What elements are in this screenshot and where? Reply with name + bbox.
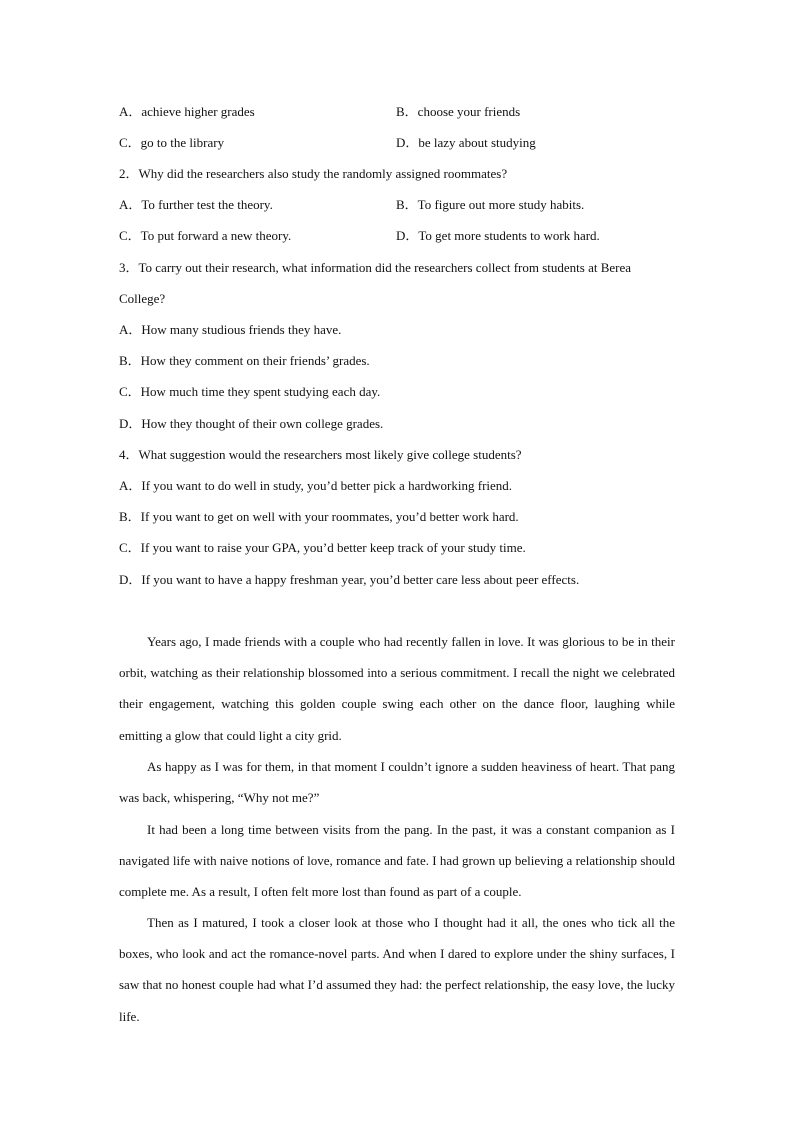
q3-stem-line1: 3．To carry out their research, what information did the researchers collect from students at Berea — [119, 260, 632, 275]
passage-paragraph-1: Years ago, I made friends with a couple who had recently fallen in love. It was glorious to be in their orbit, watching as their relationship blossomed into a serious commitment. I recall the night we celebrated their engagement, watching this golden couple swing each other on the dance floor, laughing while emitting a glow that could light a city grid. — [119, 634, 675, 743]
passage-paragraph-3: It had been a long time between visits from the pang. In the past, it was a constant companion as I navigated life with naive notions of love, romance and fate. I had grown up believing a relationship should complete me. As a result, I often felt more lost than found as part of a couple. — [119, 822, 675, 900]
q1-option-b: B．choose your friends — [396, 104, 521, 119]
q2-option-b: B．To figure out more study habits. — [396, 197, 585, 212]
q2-option-a: A．To further test the theory. — [119, 197, 273, 212]
q4-option-d: D．If you want to have a happy freshman year, you’d better care less about peer effects. — [119, 572, 580, 587]
q4-option-b: B．If you want to get on well with your roommates, you’d better work hard. — [119, 509, 519, 524]
q4-stem: 4．What suggestion would the researchers most likely give college students? — [119, 447, 522, 462]
passage-paragraph-4: Then as I matured, I took a closer look at those who I thought had it all, the ones who tick all the boxes, who look and act the romance-novel parts. And when I dared to explore under the shiny surfaces, I saw that no honest couple had what I’d assumed they had: the perfect relationship, the easy love, the lucky life. — [119, 915, 675, 1024]
q1-option-a: A．achieve higher grades — [119, 104, 255, 119]
q3-option-d: D．How they thought of their own college grades. — [119, 416, 384, 431]
q2-option-d: D．To get more students to work hard. — [396, 228, 600, 243]
q2-option-c: C．To put forward a new theory. — [119, 228, 292, 243]
q3-option-a: A．How many studious friends they have. — [119, 322, 342, 337]
q4-option-c: C．If you want to raise your GPA, you’d better keep track of your study time. — [119, 540, 526, 555]
q3-stem-line2: College? — [119, 291, 166, 306]
q1-option-c: C．go to the library — [119, 135, 225, 150]
q3-option-c: C．How much time they spent studying each day. — [119, 384, 381, 399]
q2-stem: 2．Why did the researchers also study the randomly assigned roommates? — [119, 166, 508, 181]
q3-option-b: B．How they comment on their friends’ grades. — [119, 353, 370, 368]
q1-option-d: D．be lazy about studying — [396, 135, 536, 150]
q4-option-a: A．If you want to do well in study, you’d better pick a hardworking friend. — [119, 478, 513, 493]
passage-paragraph-2: As happy as I was for them, in that moment I couldn’t ignore a sudden heaviness of heart. That pang was back, whispering, “Why not me?” — [119, 759, 675, 806]
